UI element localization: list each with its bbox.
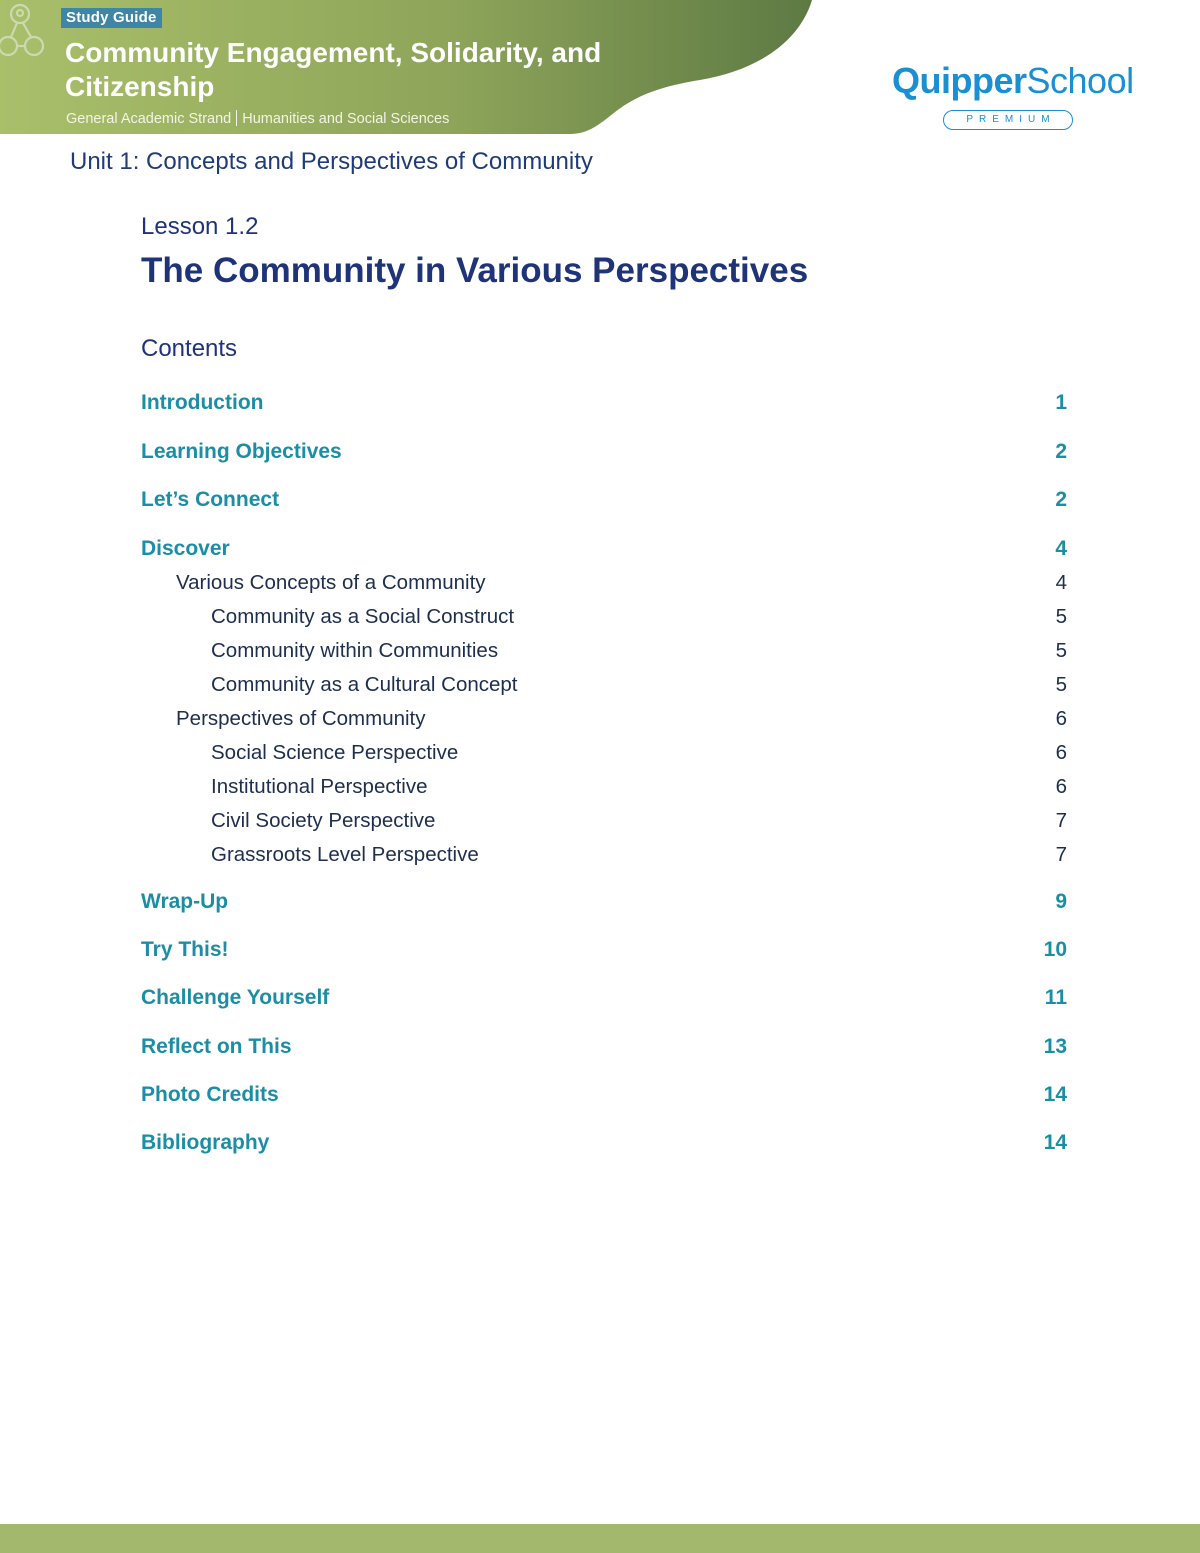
toc-entry-bibliography[interactable] <box>0 1131 1200 1161</box>
toc-entry-label[interactable]: Photo Credits <box>141 1083 279 1106</box>
community-network-icon <box>0 0 50 66</box>
toc-entry-social-construct[interactable] <box>0 605 1200 635</box>
toc-entry-discover[interactable] <box>0 537 1200 567</box>
toc-entry-institutional[interactable] <box>0 775 1200 805</box>
toc-entry-label[interactable]: Learning Objectives <box>141 440 342 463</box>
toc-entry-page: 7 <box>1055 843 1067 866</box>
track-label: Humanities and Social Sciences <box>242 111 450 127</box>
toc-entry-page: 14 <box>1043 1131 1067 1154</box>
toc-entry-label[interactable]: Bibliography <box>141 1131 270 1154</box>
toc-entry-social-science[interactable] <box>0 741 1200 771</box>
toc-entry-challenge-yourself[interactable] <box>0 986 1200 1016</box>
toc-entry-grassroots[interactable] <box>0 843 1200 873</box>
toc-entry-wrap-up[interactable] <box>0 890 1200 920</box>
toc-entry-label[interactable]: Discover <box>141 537 230 560</box>
toc-entry-page: 5 <box>1055 673 1067 696</box>
toc-entry-civil-society[interactable] <box>0 809 1200 839</box>
toc-entry-label[interactable]: Challenge Yourself <box>141 986 330 1009</box>
toc-entry-page: 5 <box>1055 639 1067 662</box>
strand-line <box>66 110 449 127</box>
lesson-title: The Community in Various Perspectives <box>141 251 809 290</box>
toc-entry-introduction[interactable] <box>0 391 1200 421</box>
unit-title: Unit 1: Concepts and Perspectives of Community <box>70 148 593 175</box>
toc-entry-page: 14 <box>1043 1083 1067 1106</box>
toc-entry-try-this[interactable] <box>0 938 1200 968</box>
toc-entry-page: 5 <box>1055 605 1067 628</box>
toc-entry-reflect-on-this[interactable] <box>0 1035 1200 1065</box>
toc-entry-page: 6 <box>1055 707 1067 730</box>
toc-entry-cultural-concept[interactable] <box>0 673 1200 703</box>
study-guide-tag: Study Guide <box>61 8 162 28</box>
toc-entry-label[interactable]: Try This! <box>141 938 229 961</box>
toc-entry-learning-objectives[interactable] <box>0 440 1200 470</box>
toc-entry-label[interactable]: Social Science Perspective <box>211 741 459 764</box>
toc-entry-page: 10 <box>1043 938 1067 961</box>
logo-brand-regular: School <box>1026 60 1134 101</box>
lesson-label: Lesson 1.2 <box>141 213 259 240</box>
toc-entry-label[interactable]: Wrap-Up <box>141 890 229 913</box>
toc-entry-label[interactable]: Community within Communities <box>211 639 499 662</box>
toc-entry-perspectives[interactable] <box>0 707 1200 737</box>
toc-entry-label[interactable]: Grassroots Level Perspective <box>211 843 479 866</box>
premium-badge: PREMIUM <box>943 110 1073 130</box>
toc-entry-page: 2 <box>1055 440 1067 463</box>
strand-divider <box>236 110 237 126</box>
toc-entry-within-communities[interactable] <box>0 639 1200 669</box>
toc-entry-page: 6 <box>1055 741 1067 764</box>
toc-entry-page: 6 <box>1055 775 1067 798</box>
toc-entry-label[interactable]: Reflect on This <box>141 1035 292 1058</box>
toc-entry-page: 4 <box>1055 571 1067 594</box>
toc-entry-page: 7 <box>1055 809 1067 832</box>
toc-entry-label[interactable]: Community as a Social Construct <box>211 605 515 628</box>
toc-entry-label[interactable]: Various Concepts of a Community <box>176 571 486 594</box>
toc-entry-label[interactable]: Let’s Connect <box>141 488 280 511</box>
toc-entry-label[interactable]: Institutional Perspective <box>211 775 428 798</box>
toc-entry-various-concepts[interactable] <box>0 571 1200 601</box>
logo-wordmark <box>892 60 1132 102</box>
strand-label: General Academic Strand <box>66 111 232 127</box>
toc-entry-label[interactable]: Introduction <box>141 391 264 414</box>
toc-entry-page: 9 <box>1055 890 1067 913</box>
toc-entry-page: 1 <box>1055 391 1067 414</box>
toc-entry-page: 13 <box>1043 1035 1067 1058</box>
quipper-school-logo <box>892 60 1132 140</box>
toc-entry-label[interactable]: Community as a Cultural Concept <box>211 673 518 696</box>
toc-entry-photo-credits[interactable] <box>0 1083 1200 1113</box>
toc-entry-page: 2 <box>1055 488 1067 511</box>
toc-entry-page: 4 <box>1055 537 1067 560</box>
course-title: Community Engagement, Solidarity, and Citizenship <box>65 37 602 102</box>
toc-entry-label[interactable]: Civil Society Perspective <box>211 809 436 832</box>
contents-heading: Contents <box>141 335 238 362</box>
toc-entry-lets-connect[interactable] <box>0 488 1200 518</box>
logo-brand-bold: Quipper <box>892 60 1027 101</box>
toc-entry-page: 11 <box>1044 986 1067 1009</box>
header-banner <box>0 0 815 134</box>
toc-entry-label[interactable]: Perspectives of Community <box>176 707 426 730</box>
footer-bar <box>0 1524 1200 1553</box>
